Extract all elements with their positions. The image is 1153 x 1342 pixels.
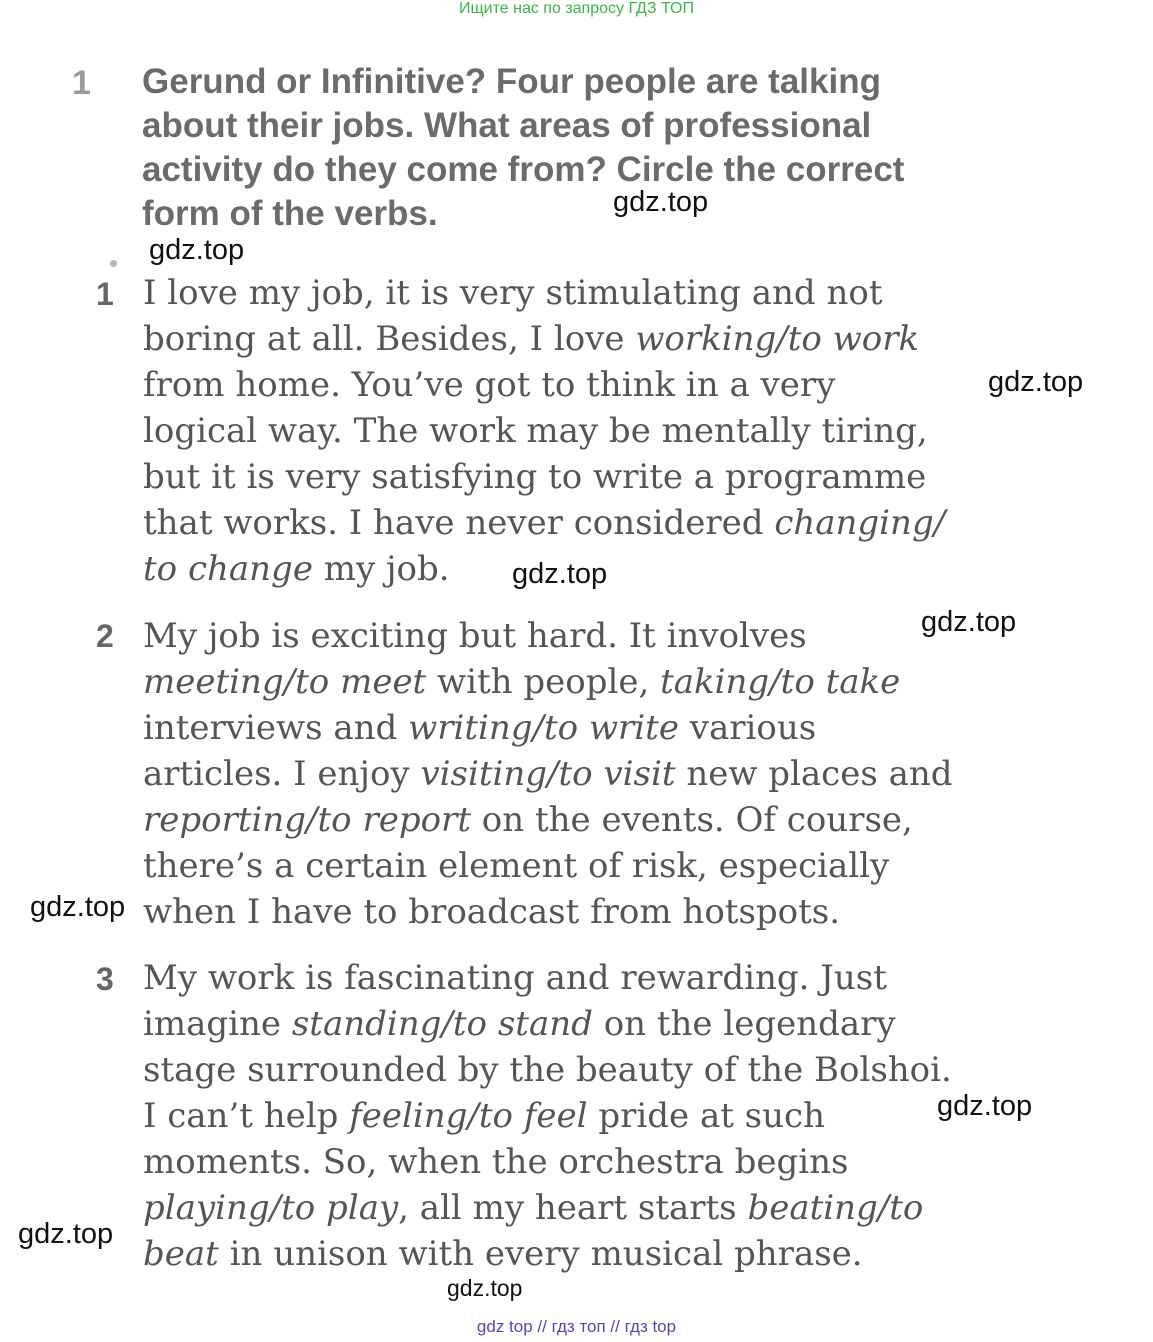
paragraph-line <box>143 659 1123 705</box>
text-run: pride at such <box>587 1096 825 1136</box>
text-run: interviews and <box>143 708 409 748</box>
paragraph-line <box>143 889 1123 935</box>
heading-line: Gerund or Infinitive? Four people are talking <box>142 62 881 101</box>
text-run: boring at all. Besides, I love <box>143 319 636 359</box>
watermark: gdz.top <box>149 234 245 266</box>
paragraph-line <box>143 500 1123 546</box>
heading-line: about their jobs. What areas of professional <box>142 106 872 145</box>
watermark: gdz.top <box>988 366 1084 398</box>
verb-choice[interactable]: to change <box>143 549 313 589</box>
watermark: gdz.top <box>613 186 709 218</box>
paragraph-line <box>143 546 1123 592</box>
text-run: there’s a certain element of risk, especially <box>143 846 890 886</box>
footer-links: gdz top // гдз топ // гдз top <box>476 1317 677 1336</box>
paragraph-line <box>143 843 1123 889</box>
text-run: in unison with every musical phrase. <box>218 1234 863 1274</box>
watermark: gdz.top <box>18 1218 114 1250</box>
text-run: various <box>678 708 817 748</box>
text-run: I love my job, it is very stimulating and not <box>143 273 883 313</box>
paragraph-line <box>143 955 1123 1001</box>
text-run: articles. I enjoy <box>143 754 421 794</box>
paragraph-line <box>143 316 1123 362</box>
paragraph-line <box>143 751 1123 797</box>
verb-choice[interactable]: changing/ <box>774 503 946 543</box>
heading-line: form of the verbs. <box>142 194 438 233</box>
verb-choice[interactable]: beating/to <box>747 1188 924 1228</box>
paragraph-number: 1 <box>96 276 114 312</box>
text-run: my job. <box>312 549 450 589</box>
text-run: I can’t help <box>143 1096 350 1136</box>
paragraph-line <box>143 454 1123 500</box>
watermark: gdz.top <box>921 606 1017 638</box>
paragraph-number: 3 <box>96 961 114 997</box>
paragraph-2 <box>143 613 1123 935</box>
paragraph-line <box>143 1231 1123 1277</box>
search-banner: Ищите нас по запросу ГДЗ ТОП <box>459 0 694 17</box>
watermark: gdz.top <box>447 1275 523 1301</box>
watermark: gdz.top <box>512 558 608 590</box>
text-run: stage surrounded by the beauty of the Bolshoi. <box>143 1050 952 1090</box>
text-run: when I have to broadcast from hotspots. <box>143 892 841 932</box>
verb-choice[interactable]: reporting/to report <box>143 800 471 840</box>
verb-choice[interactable]: taking/to take <box>660 662 901 702</box>
verb-choice[interactable]: writing/to write <box>408 708 679 748</box>
verb-choice[interactable]: working/to work <box>635 319 920 359</box>
verb-choice[interactable]: meeting/to meet <box>143 662 427 702</box>
paragraph-line <box>143 797 1123 843</box>
paragraph-line <box>143 270 1123 316</box>
paragraph-line <box>143 1185 1123 1231</box>
paragraph-line <box>143 408 1123 454</box>
text-run: imagine <box>143 1004 292 1044</box>
text-run: on the events. Of course, <box>470 800 913 840</box>
verb-choice[interactable]: visiting/to visit <box>420 754 676 794</box>
text-run: on the legendary <box>592 1004 896 1044</box>
text-run: with people, <box>426 662 661 702</box>
text-run: moments. So, when the orchestra begins <box>143 1142 849 1182</box>
text-run: My work is fascinating and rewarding. Just <box>143 958 887 998</box>
heading-line: activity do they come from? Circle the correct <box>142 150 905 189</box>
text-run: but it is very satisfying to write a programme <box>143 457 927 497</box>
text-run: that works. I have never considered <box>143 503 775 543</box>
watermark: gdz.top <box>30 891 126 923</box>
paragraph-line <box>143 1001 1123 1047</box>
paragraph-line <box>143 1139 1123 1185</box>
exercise-number: 1 <box>72 64 91 102</box>
paragraph-number: 2 <box>96 618 114 654</box>
paragraph-1 <box>143 270 1123 592</box>
verb-choice[interactable]: feeling/to feel <box>349 1096 588 1136</box>
watermark: gdz.top <box>937 1090 1033 1122</box>
paragraph-line <box>143 705 1123 751</box>
bullet-dot <box>110 260 117 267</box>
text-run: logical way. The work may be mentally tiring, <box>143 411 928 451</box>
text-run: , all my heart starts <box>398 1188 748 1228</box>
verb-choice[interactable]: beat <box>143 1234 219 1274</box>
text-run: from home. You’ve got to think in a very <box>143 365 836 405</box>
verb-choice[interactable]: standing/to stand <box>291 1004 593 1044</box>
verb-choice[interactable]: playing/to play <box>143 1188 399 1228</box>
paragraph-line <box>143 362 1123 408</box>
text-run: My job is exciting but hard. It involves <box>143 616 807 656</box>
paragraph-line <box>143 1047 1123 1093</box>
text-run: new places and <box>675 754 953 794</box>
